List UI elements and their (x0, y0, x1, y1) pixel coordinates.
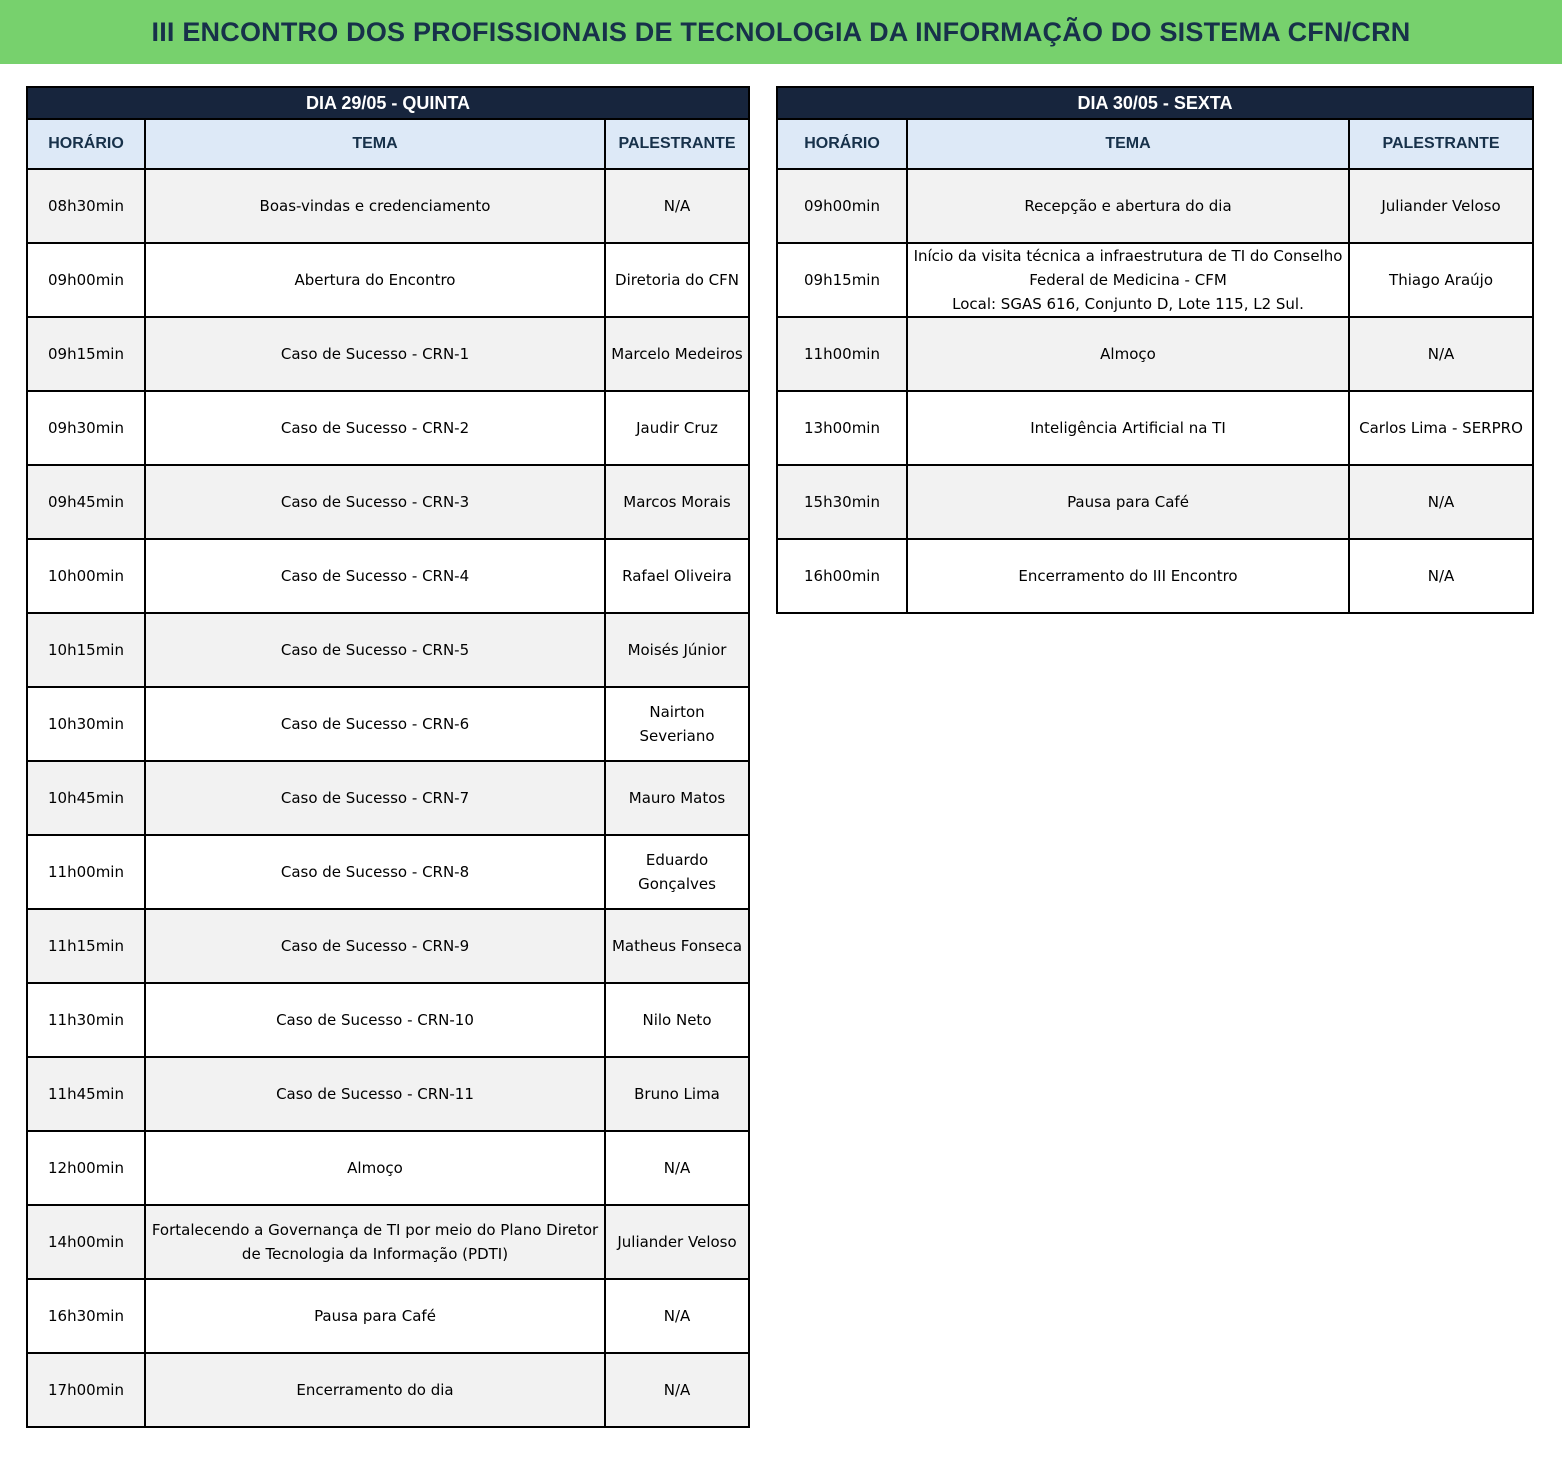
speaker-cell: Nilo Neto (605, 983, 749, 1057)
column-header-speaker: PALESTRANTE (605, 119, 749, 169)
table-row (27, 1057, 749, 1131)
speaker-cell: Moisés Júnior (605, 613, 749, 687)
speaker-cell: N/A (605, 169, 749, 243)
topic-cell: Abertura do Encontro (145, 243, 605, 317)
topic-cell: Caso de Sucesso - CRN-11 (145, 1057, 605, 1131)
topic-cell: Fortalecendo a Governança de TI por meio do Plano Diretor de Tecnologia da Informação (PDTI) (145, 1205, 605, 1279)
table-row (27, 687, 749, 761)
time-cell: 09h15min (27, 317, 145, 391)
topic-cell: Boas-vindas e credenciamento (145, 169, 605, 243)
speaker-cell: Mauro Matos (605, 761, 749, 835)
topic-cell: Caso de Sucesso - CRN-2 (145, 391, 605, 465)
topic-cell: Pausa para Café (907, 465, 1349, 539)
table-row (27, 317, 749, 391)
time-cell: 10h00min (27, 539, 145, 613)
time-cell: 16h00min (777, 539, 907, 613)
table-row (27, 539, 749, 613)
column-header-topic: TEMA (907, 119, 1349, 169)
topic-cell: Almoço (145, 1131, 605, 1205)
topic-cell: Almoço (907, 317, 1349, 391)
time-cell: 09h00min (777, 169, 907, 243)
time-cell: 11h00min (777, 317, 907, 391)
time-cell: 10h15min (27, 613, 145, 687)
topic-cell: Caso de Sucesso - CRN-10 (145, 983, 605, 1057)
topic-cell: Inteligência Artificial na TI (907, 391, 1349, 465)
time-cell: 09h45min (27, 465, 145, 539)
topic-cell: Encerramento do III Encontro (907, 539, 1349, 613)
time-cell: 11h45min (27, 1057, 145, 1131)
time-cell: 09h00min (27, 243, 145, 317)
topic-cell: Início da visita técnica a infraestrutura de TI do Conselho Federal de Medicina - CFM Local: SGAS 616, Conjunto D, Lote 115, L2 Sul. (907, 243, 1349, 317)
schedule-body (777, 169, 1533, 613)
speaker-cell: Rafael Oliveira (605, 539, 749, 613)
speaker-cell: Thiago Araújo (1349, 243, 1533, 317)
time-cell: 17h00min (27, 1353, 145, 1427)
table-row (27, 391, 749, 465)
speaker-cell: Marcos Morais (605, 465, 749, 539)
time-cell: 11h00min (27, 835, 145, 909)
page-title: III ENCONTRO DOS PROFISSIONAIS DE TECNOLOGIA DA INFORMAÇÃO DO SISTEMA CFN/CRN (151, 16, 1411, 47)
speaker-cell: N/A (605, 1279, 749, 1353)
speaker-cell: N/A (605, 1353, 749, 1427)
table-row (777, 539, 1533, 613)
speaker-cell: N/A (605, 1131, 749, 1205)
time-cell: 10h45min (27, 761, 145, 835)
title-banner (0, 0, 1562, 64)
topic-cell: Caso de Sucesso - CRN-7 (145, 761, 605, 835)
speaker-cell: Eduardo Gonçalves (605, 835, 749, 909)
speaker-cell: Juliander Veloso (605, 1205, 749, 1279)
speaker-cell: N/A (1349, 539, 1533, 613)
speaker-cell: Carlos Lima - SERPRO (1349, 391, 1533, 465)
topic-cell: Encerramento do dia (145, 1353, 605, 1427)
time-cell: 11h15min (27, 909, 145, 983)
table-row (777, 465, 1533, 539)
table-row (777, 243, 1533, 317)
schedule-body (27, 169, 749, 1427)
time-cell: 11h30min (27, 983, 145, 1057)
column-header-speaker: PALESTRANTE (1349, 119, 1533, 169)
speaker-cell: Bruno Lima (605, 1057, 749, 1131)
speaker-cell: Jaudir Cruz (605, 391, 749, 465)
table-row (27, 1279, 749, 1353)
column-header-time: HORÁRIO (27, 119, 145, 169)
speaker-cell: Diretoria do CFN (605, 243, 749, 317)
topic-cell: Caso de Sucesso - CRN-9 (145, 909, 605, 983)
table-row (27, 983, 749, 1057)
table-row (27, 909, 749, 983)
table-row (27, 761, 749, 835)
time-cell: 08h30min (27, 169, 145, 243)
table-row (27, 1205, 749, 1279)
table-row (27, 1353, 749, 1427)
time-cell: 09h15min (777, 243, 907, 317)
column-header-time: HORÁRIO (777, 119, 907, 169)
table-row (27, 613, 749, 687)
topic-cell: Caso de Sucesso - CRN-6 (145, 687, 605, 761)
schedule-table-day2 (776, 86, 1534, 614)
table-row (777, 391, 1533, 465)
time-cell: 16h30min (27, 1279, 145, 1353)
speaker-cell: Marcelo Medeiros (605, 317, 749, 391)
topic-cell: Caso de Sucesso - CRN-3 (145, 465, 605, 539)
time-cell: 12h00min (27, 1131, 145, 1205)
table-row (777, 169, 1533, 243)
schedule-table-day1 (26, 86, 750, 1428)
topic-cell: Caso de Sucesso - CRN-8 (145, 835, 605, 909)
time-cell: 10h30min (27, 687, 145, 761)
table-row (27, 1131, 749, 1205)
day-header: DIA 29/05 - QUINTA (27, 87, 749, 119)
table-row (27, 169, 749, 243)
time-cell: 14h00min (27, 1205, 145, 1279)
table-row (27, 835, 749, 909)
topic-cell: Caso de Sucesso - CRN-1 (145, 317, 605, 391)
topic-cell: Pausa para Café (145, 1279, 605, 1353)
time-cell: 09h30min (27, 391, 145, 465)
column-header-topic: TEMA (145, 119, 605, 169)
table-row (777, 317, 1533, 391)
topic-cell: Caso de Sucesso - CRN-5 (145, 613, 605, 687)
speaker-cell: Nairton Severiano (605, 687, 749, 761)
table-row (27, 243, 749, 317)
table-row (27, 465, 749, 539)
topic-cell: Caso de Sucesso - CRN-4 (145, 539, 605, 613)
speaker-cell: N/A (1349, 465, 1533, 539)
time-cell: 13h00min (777, 391, 907, 465)
time-cell: 15h30min (777, 465, 907, 539)
speaker-cell: Matheus Fonseca (605, 909, 749, 983)
day-header: DIA 30/05 - SEXTA (777, 87, 1533, 119)
topic-cell: Recepção e abertura do dia (907, 169, 1349, 243)
speaker-cell: N/A (1349, 317, 1533, 391)
speaker-cell: Juliander Veloso (1349, 169, 1533, 243)
